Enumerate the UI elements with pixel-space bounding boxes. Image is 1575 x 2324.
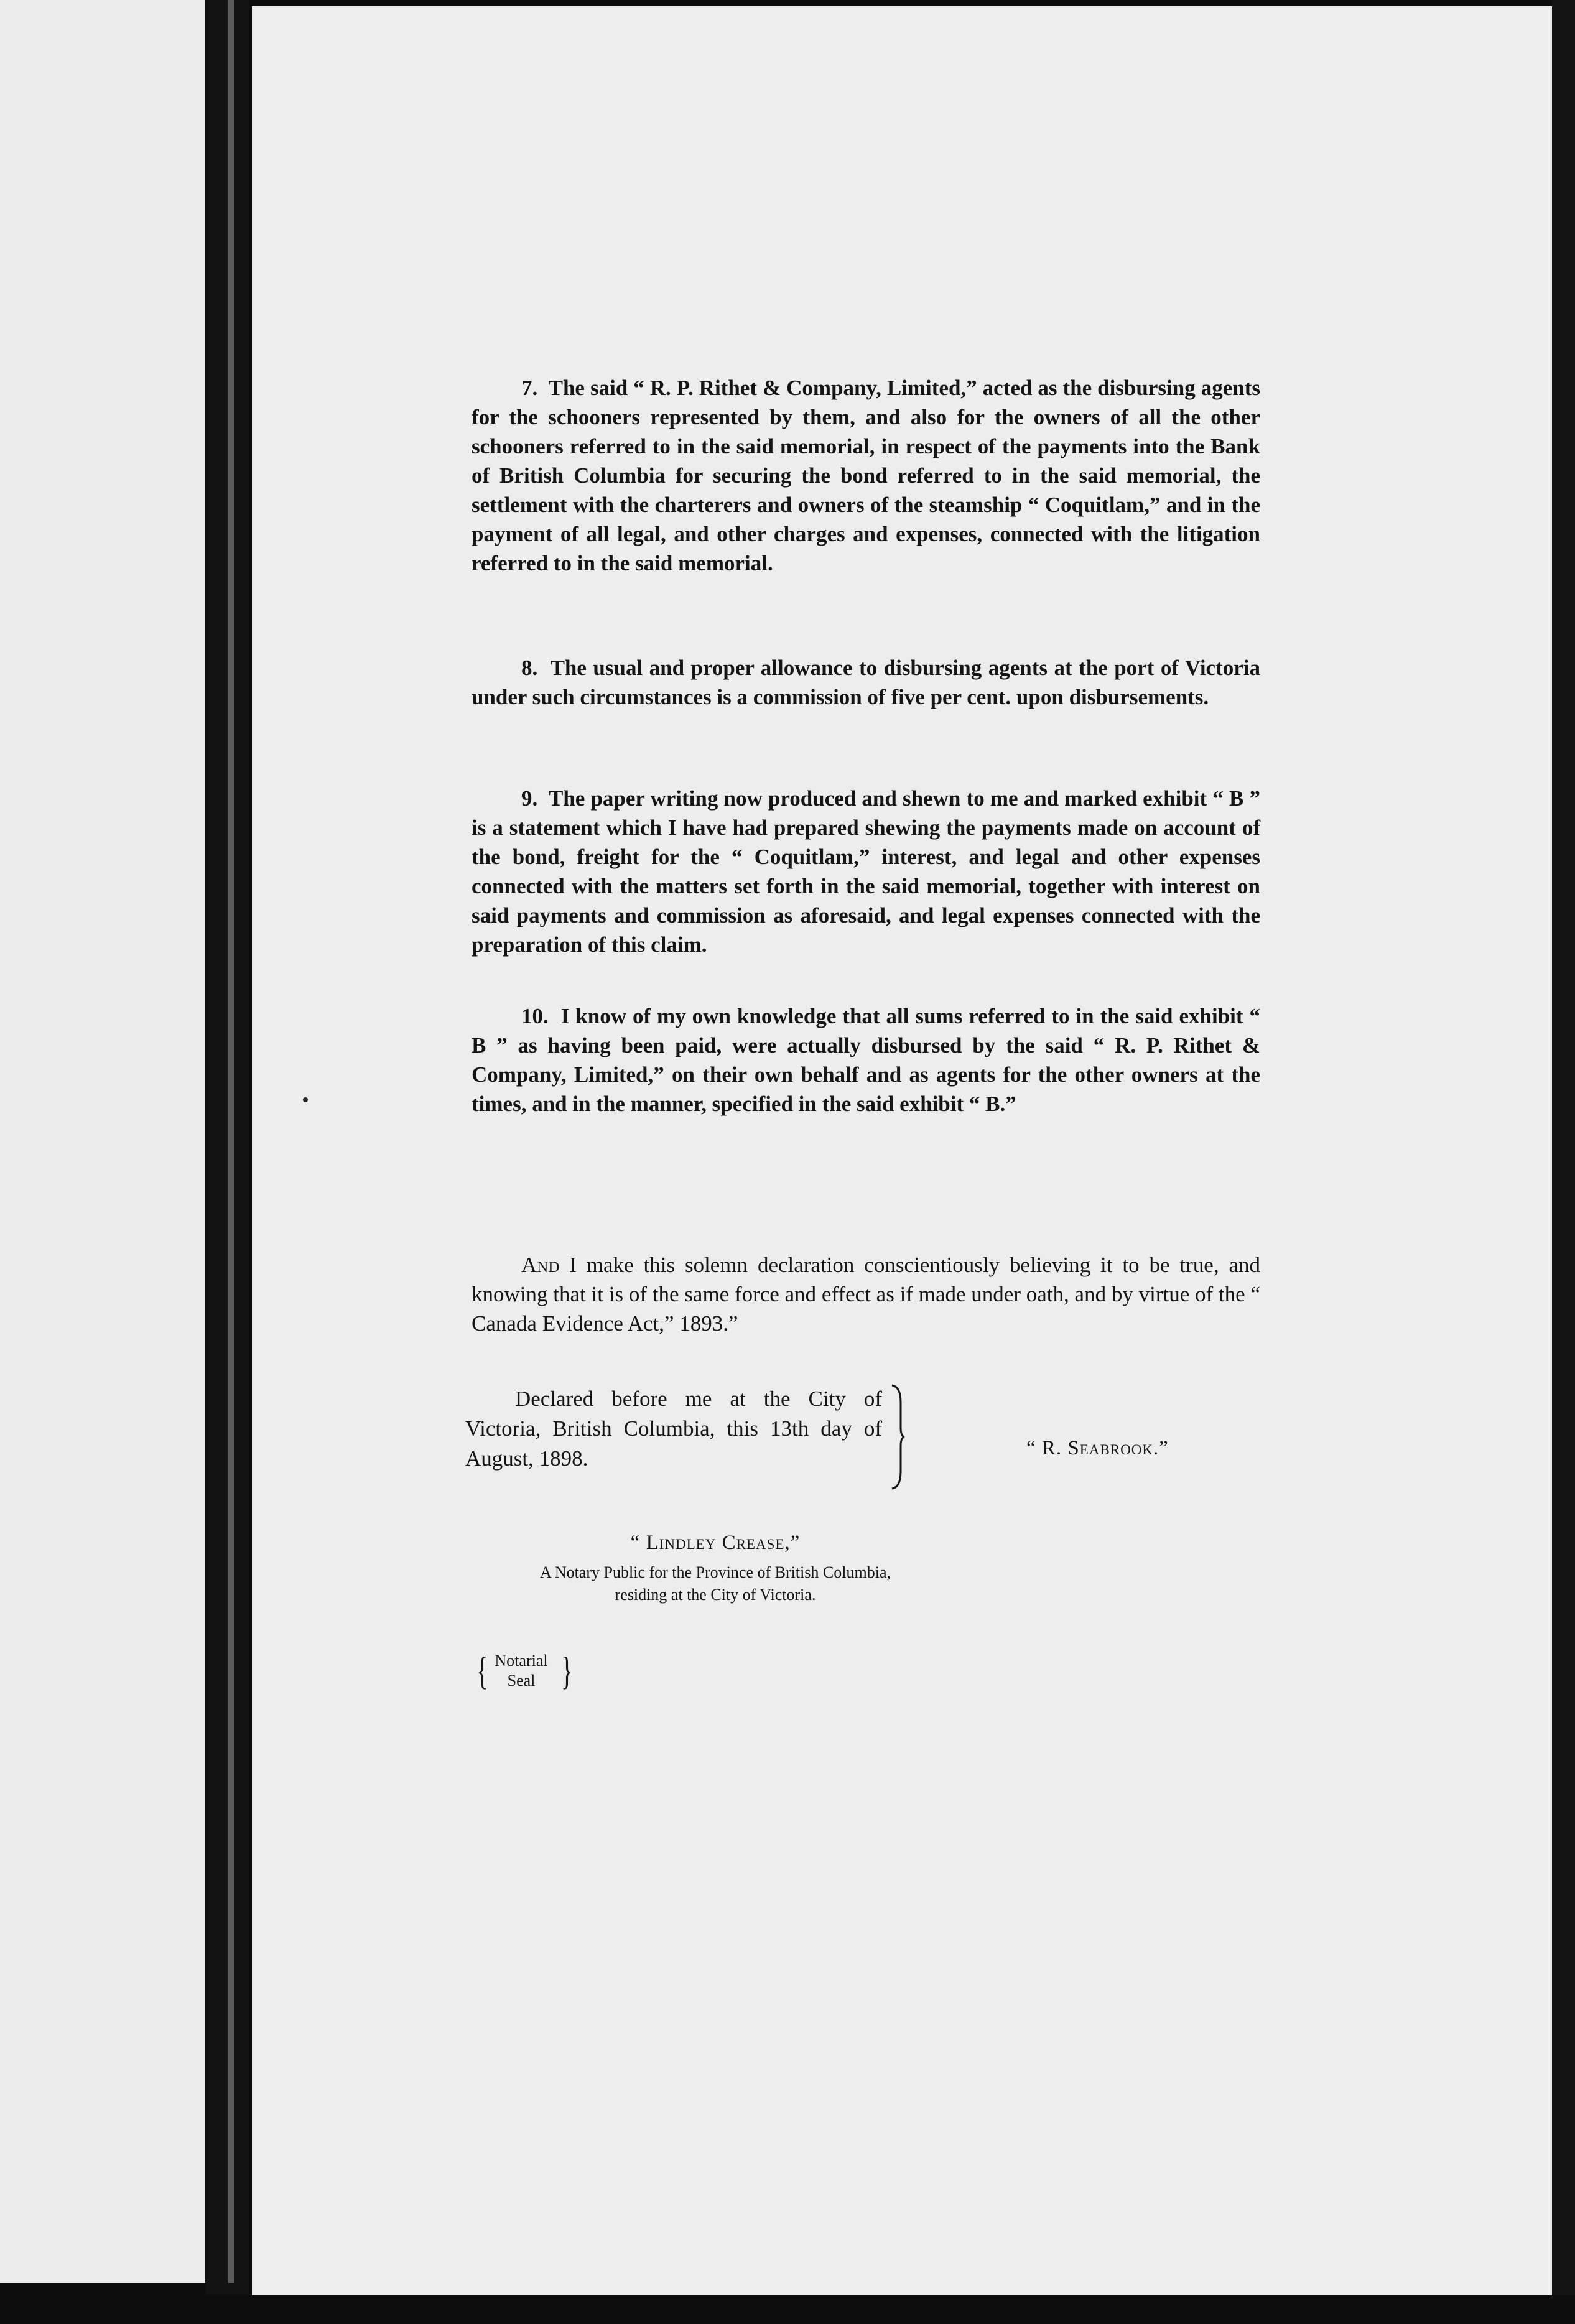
paragraph-7	[472, 373, 1260, 578]
notary-name: “ Lindley Crease,”	[630, 1532, 801, 1554]
jurat	[465, 1384, 882, 1474]
notary-title-line: A Notary Public for the Province of British Columbia,	[540, 1563, 891, 1581]
declarant-signature: “ R. Seabrook.”	[1026, 1437, 1169, 1459]
left-page	[0, 0, 205, 2283]
scan-right-border	[1552, 0, 1575, 2324]
scan-bottom-border	[0, 2295, 1575, 2324]
seal-right-brace: }	[561, 1648, 573, 1693]
paragraph-number: 10.	[521, 1004, 549, 1028]
paragraph-9	[472, 784, 1260, 959]
seal-left-brace: {	[476, 1648, 488, 1693]
jurat-text: Declared before me at the City of Victoria, British Columbia, this 13th day of August, 1898.	[465, 1387, 882, 1471]
declaration-lead: And	[521, 1253, 560, 1277]
seal-text	[486, 1651, 556, 1691]
paragraph-8	[472, 653, 1260, 712]
right-brace	[891, 1384, 906, 1490]
paragraph-text: The usual and proper allowance to disbursing agents at the port of Victoria under such circumstances is a commission of five per cent. upon disbursements.	[472, 656, 1260, 709]
seal-line: Seal	[507, 1671, 536, 1690]
paragraph-number: 9.	[521, 786, 538, 811]
paragraph-text: The paper writing now produced and shewn to me and marked exhibit “ B ” is a statement which I have had prepared shewing the payments made on account of the bond, freight for the “ Coquitlam,” interest, and legal and other expenses connected with the matters set forth in the said memorial, together with interest on said payments and commission as aforesaid, and legal expenses connected with the preparation of this claim.	[472, 786, 1260, 957]
declaration-paragraph	[472, 1250, 1260, 1338]
notary-title	[473, 1561, 958, 1606]
book-spine	[205, 0, 249, 2324]
declaration-text: I make this solemn declaration conscientiously believing it to be true, and knowing that it is of the same force and effect as if made under oath, and by virtue of the “ Canada Evidence Act,” 1893.”	[472, 1253, 1260, 1336]
paragraph-number: 7.	[521, 376, 538, 400]
paragraph-text: The said “ R. P. Rithet & Company, Limited,” acted as the disbursing agents for the schooners represented by them, and also for the owners of all the other schooners referred to in the said memorial, in respect of the payments into the Bank of British Columbia for securing the bond referred to in the said memorial, the settlement with the charterers and owners of the steamship “ Coquitlam,” and in the payment of all legal, and other charges and expenses, connected with the litigation referred to in the said memorial.	[472, 376, 1260, 575]
paragraph-10	[472, 1002, 1260, 1118]
notary-residence-line: residing at the City of Victoria.	[615, 1586, 816, 1604]
paragraph-text: I know of my own knowledge that all sums referred to in the said exhibit “ B ” as having been paid, were actually disbursed by the said “ R. P. Rithet & Company, Limited,” on their own behalf and as agents for the other owners at the times, and in the manner, specified in the said exhibit “ B.”	[472, 1004, 1261, 1116]
paragraph-number: 8.	[521, 656, 538, 680]
spine-edge-line	[228, 0, 234, 2283]
right-page	[252, 6, 1552, 2295]
notarial-seal	[473, 1650, 572, 1694]
seal-line: Notarial	[495, 1652, 548, 1670]
stray-mark	[303, 1097, 308, 1102]
